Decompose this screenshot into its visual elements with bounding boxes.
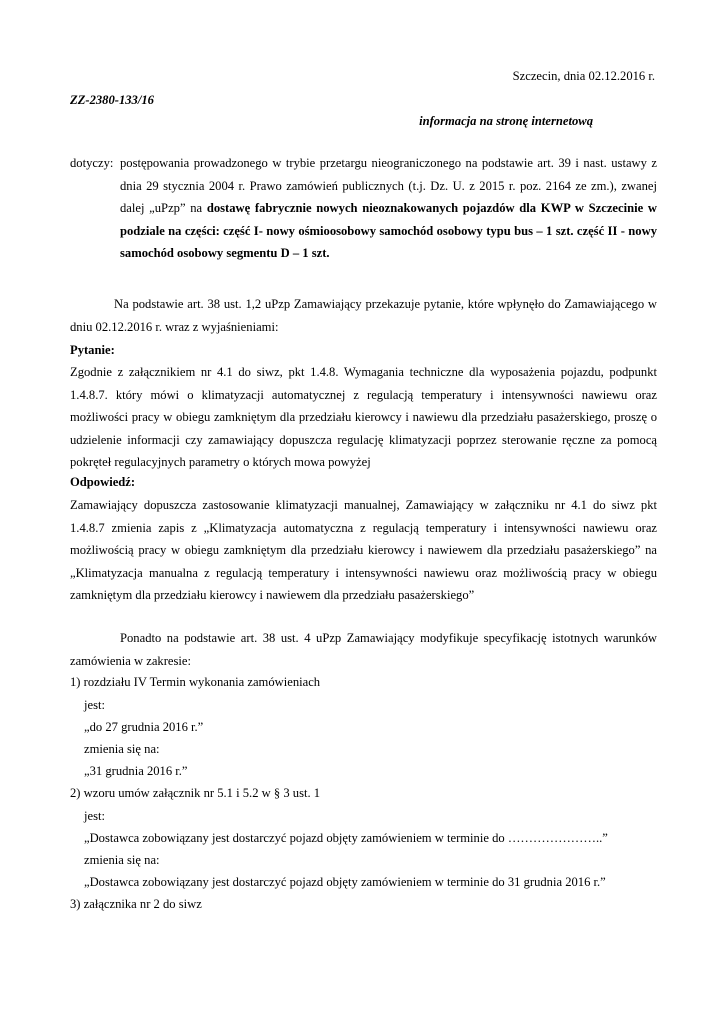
item-2-changes-value: „Dostawca zobowiązany jest dostarczyć pojazd objęty zamówieniem w terminie do 31 grudnia 2016 r.”: [84, 875, 606, 889]
concern-label: dotyczy:: [70, 156, 114, 170]
answer-text: Zamawiający dopuszcza zastosowanie klimatyzacji manualnej, Zamawiający w załączniku nr 4.1 do siwz pkt 1.4.8.7 zmienia zapis z „Klimatyzacja automatyczna z regulacją temperatury i intensywności nawiewu oraz możliwością pracy w obiegu zamkniętym dla przedziału kierowcy i nawiewem dla przedziału pasażerskiego” na „Klimatyzacja manualna z regulacją temperatury i intensywności nawiewu oraz możliwością pracy w obiegu zamkniętym dla przedziału kierowcy i nawiewem dla przedziału pasażerskiego”: [70, 498, 657, 602]
answer-heading: Odpowiedź:: [70, 475, 136, 489]
place-date: Szczecin, dnia 02.12.2016 r.: [512, 69, 655, 83]
item-1-changes-value: „31 grudnia 2016 r.”: [84, 764, 188, 778]
reference-number: ZZ-2380-133/16: [70, 93, 154, 107]
info-label: informacja na stronę internetową: [419, 114, 593, 128]
item-1-is-label: jest:: [84, 698, 105, 712]
item-2-title: 2) wzoru umów załącznik nr 5.1 i 5.2 w § 3 ust. 1: [70, 786, 321, 800]
item-2-is-value: „Dostawca zobowiązany jest dostarczyć pojazd objęty zamówieniem w terminie do …………………..”: [84, 831, 608, 845]
concern-text: [120, 152, 657, 265]
item-2-is-label: jest:: [84, 809, 105, 823]
concern-text-regular: postępowania prowadzonego w trybie przetargu nieograniczonego na podstawie art. 39 i nast. ustawy z dnia 29 stycznia 2004 r. Prawo zamówień publicznych (t.j. Dz. U. z 2015 r. poz. 2164 ze zm.), zwanej dalej „uPzp” na: [120, 156, 657, 215]
modification-intro: Ponadto na podstawie art. 38 ust. 4 uPzp Zamawiający modyfikuje specyfikację istotnych warunków zamówienia w zakresie:: [70, 631, 657, 668]
item-2-changes-label: zmienia się na:: [84, 853, 160, 867]
item-1-title: 1) rozdziału IV Termin wykonania zamówieniach: [70, 675, 321, 689]
intro-paragraph: Na podstawie art. 38 ust. 1,2 uPzp Zamawiający przekazuje pytanie, które wpłynęło do Zamawiającego w dniu 02.12.2016 r. wraz z wyjaśnieniami:: [70, 297, 657, 334]
item-1-is-value: „do 27 grudnia 2016 r.”: [84, 720, 204, 734]
item-3-title: 3) załącznika nr 2 do siwz: [70, 897, 202, 911]
item-1-changes-label: zmienia się na:: [84, 742, 160, 756]
question-heading: Pytanie:: [70, 343, 115, 357]
concern-text-bold: dostawę fabrycznie nowych nieoznakowanych pojazdów dla KWP w Szczecinie w podziale na części: część I- nowy ośmioosobowy samochód osobowy typu bus – 1 szt. część II - nowy samochód osobowy segmentu D – 1 szt.: [120, 201, 657, 260]
question-text: Zgodnie z załącznikiem nr 4.1 do siwz, pkt 1.4.8. Wymagania techniczne dla wyposażenia pojazdu, podpunkt 1.4.8.7. który mówi o klimatyzacji automatycznej z regulacją temperatury i intensywności nawiewu oraz możliwości pracy w obiegu zamkniętym dla przedziału kierowcy i nawiewu dla przedziału pasażerskiego, proszę o udzielenie informacji czy zamawiający dopuszcza regulację klimatyzacji poprzez sterowanie ręczne za pomocą pokręteł regulacyjnych parametry o których mowa powyżej: [70, 365, 657, 469]
